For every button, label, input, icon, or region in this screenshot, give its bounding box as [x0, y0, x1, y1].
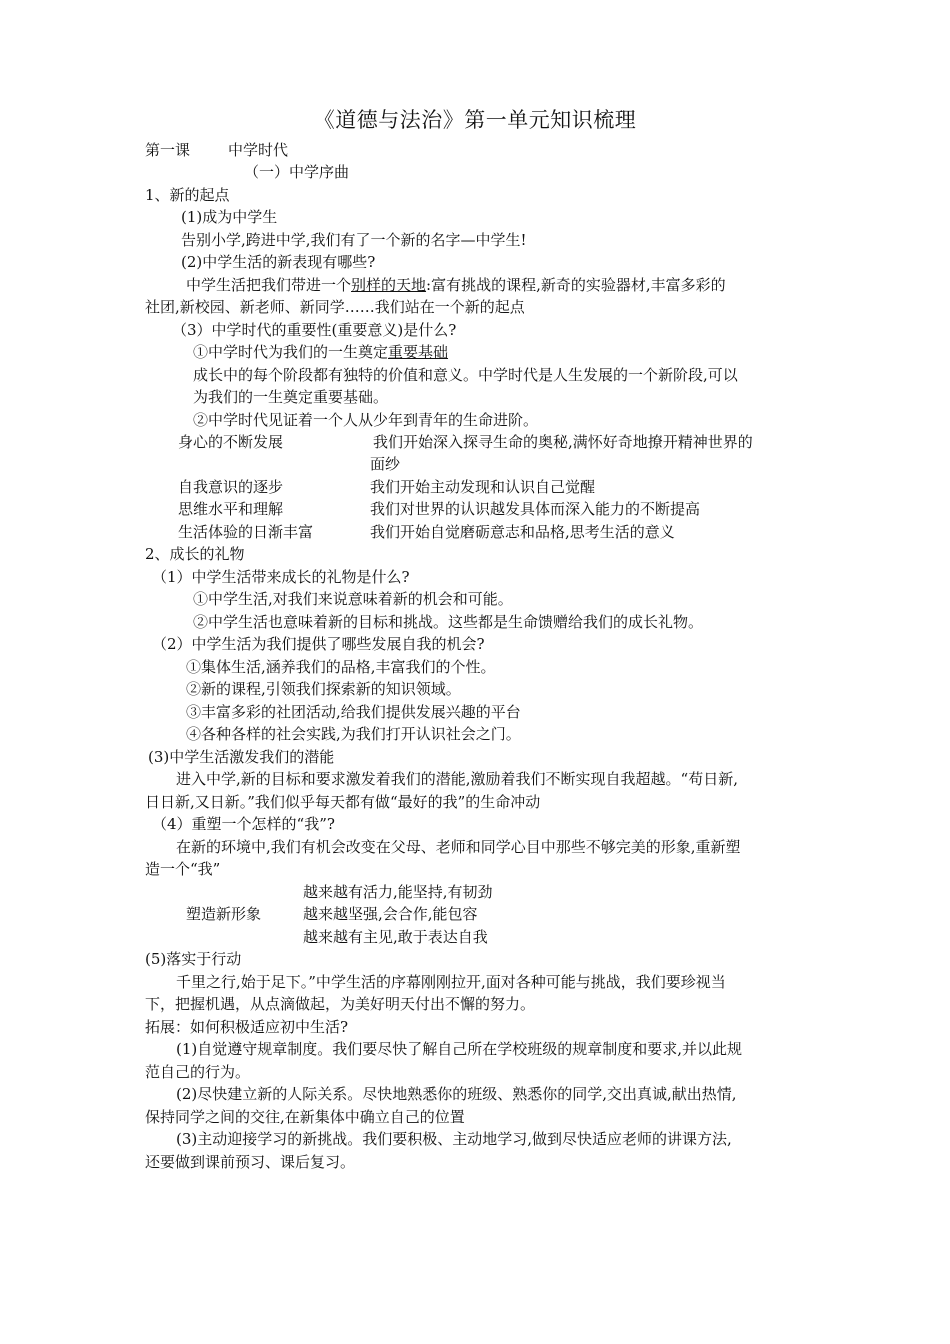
table-right-cell: 我们对世界的认识越发具体而深入能力的不断提高: [370, 500, 701, 518]
text-line: 造一个“我”: [145, 860, 221, 878]
text-line: 千里之行,始于足下。”中学生活的序幕刚刚拉开,面对各种可能与挑战，我们要珍视当: [176, 973, 726, 991]
lesson-label: 第一课: [145, 141, 191, 159]
text-line: 在新的环境中,我们有机会改变在父母、老师和同学心目中那些不够完美的形象,重新塑: [176, 838, 741, 856]
document-title: 《道德与法治》第一单元知识梳理: [313, 108, 637, 132]
text-line: 为我们的一生奠定重要基础。: [193, 388, 389, 406]
text-line: (1)成为中学生: [181, 208, 278, 226]
table-left-cell: 生活体验的日渐丰富: [178, 523, 314, 541]
heading-growth-gift: 2、成长的礼物: [145, 545, 245, 563]
text-line: 社团,新校园、新老师、新同学……我们站在一个新的起点: [145, 298, 525, 316]
text-line: (3)中学生活激发我们的潜能: [148, 748, 335, 766]
heading-new-start: 1、新的起点: [145, 186, 230, 204]
table-right-cell: 越来越坚强,会合作,能包容: [303, 905, 478, 923]
table-left-cell: 自我意识的逐步: [178, 478, 284, 496]
text-line: 还要做到课前预习、课后复习。: [145, 1153, 356, 1171]
table-left-cell: 思维水平和理解: [178, 500, 284, 518]
text-line: [186, 274, 726, 296]
table-right-cell: 面纱: [370, 455, 401, 473]
heading-extension: 拓展：如何积极适应初中生活?: [145, 1018, 349, 1036]
text-line: 进入中学,新的目标和要求激发着我们的潜能,激励着我们不断实现自我超越。“苟日新,: [176, 770, 738, 788]
text-span: 中学生活把我们带进一个: [186, 276, 352, 294]
table-right-cell: 越来越有主见,敢于表达自我: [303, 928, 488, 946]
text-line: (2)尽快建立新的人际关系。尽快地熟悉你的班级、熟悉你的同学,交出真诚,献出热情,: [176, 1085, 737, 1103]
text-line: （4）重塑一个怎样的“我”?: [152, 815, 335, 833]
text-span: ①中学时代为我们的一生奠定: [193, 343, 389, 361]
text-line: （1）中学生活带来成长的礼物是什么?: [152, 568, 410, 586]
text-line: (5)落实于行动: [145, 950, 242, 968]
underlined-term: 重要基础: [388, 343, 449, 361]
text-line: ②中学生活也意味着新的目标和挑战。这些都是生命馈赠给我们的成长礼物。: [193, 613, 704, 631]
text-line: (2)中学生活的新表现有哪些?: [181, 253, 376, 271]
text-line: 成长中的每个阶段都有独特的价值和意义。中学时代是人生发展的一个新阶段,可以: [193, 366, 738, 384]
text-line: [193, 341, 448, 363]
table-right-cell: 我们开始自觉磨砺意志和品格,思考生活的意义: [370, 523, 675, 541]
text-line: (1)自觉遵守规章制度。我们要尽快了解自己所在学校班级的规章制度和要求,并以此规: [176, 1040, 743, 1058]
text-line: 告别小学,跨进中学,我们有了一个新的名字—中学生!: [181, 231, 527, 249]
underlined-term: 别样的天地: [351, 276, 427, 294]
text-line: 下，把握机遇，从点滴做起，为美好明天付出不懈的努力。: [145, 995, 536, 1013]
text-line: (3)主动迎接学习的新挑战。我们要积极、主动地学习,做到尽快适应老师的讲课方法,: [176, 1130, 732, 1148]
text-line: ④各种各样的社会实践,为我们打开认识社会之门。: [186, 725, 521, 743]
text-line: （3）中学时代的重要性(重要意义)是什么?: [172, 321, 457, 339]
table-left-cell: 塑造新形象: [186, 905, 262, 923]
text-line: ②新的课程,引领我们探索新的知识领域。: [186, 680, 461, 698]
table-right-cell: 越来越有活力,能坚持,有韧劲: [303, 883, 493, 901]
text-line: ①集体生活,涵养我们的品格,丰富我们的个性。: [186, 658, 496, 676]
text-line: （2）中学生活为我们提供了哪些发展自我的机会?: [152, 635, 485, 653]
table-right-cell: 我们开始深入探寻生命的奥秘,满怀好奇地撩开精神世界的: [373, 433, 753, 451]
section-heading: （一）中学序曲: [244, 163, 350, 181]
text-line: 范自己的行为。: [145, 1063, 251, 1081]
text-span: :富有挑战的课程,新奇的实验器材,丰富多彩的: [426, 276, 726, 294]
text-line: ②中学时代见证着一个人从少年到青年的生命进阶。: [193, 411, 539, 429]
text-line: ①中学生活,对我们来说意味着新的机会和可能。: [193, 590, 513, 608]
lesson-name: 中学时代: [228, 141, 289, 159]
text-line: 保持同学之间的交往,在新集体中确立自己的位置: [145, 1108, 465, 1126]
text-line: ③丰富多彩的社团活动,给我们提供发展兴趣的平台: [186, 703, 521, 721]
table-left-cell: 身心的不断发展: [178, 433, 284, 451]
table-right-cell: 我们开始主动发现和认识自己觉醒: [370, 478, 596, 496]
text-line: 日日新,又日新。”我们似乎每天都有做“最好的我”的生命冲动: [145, 793, 541, 811]
